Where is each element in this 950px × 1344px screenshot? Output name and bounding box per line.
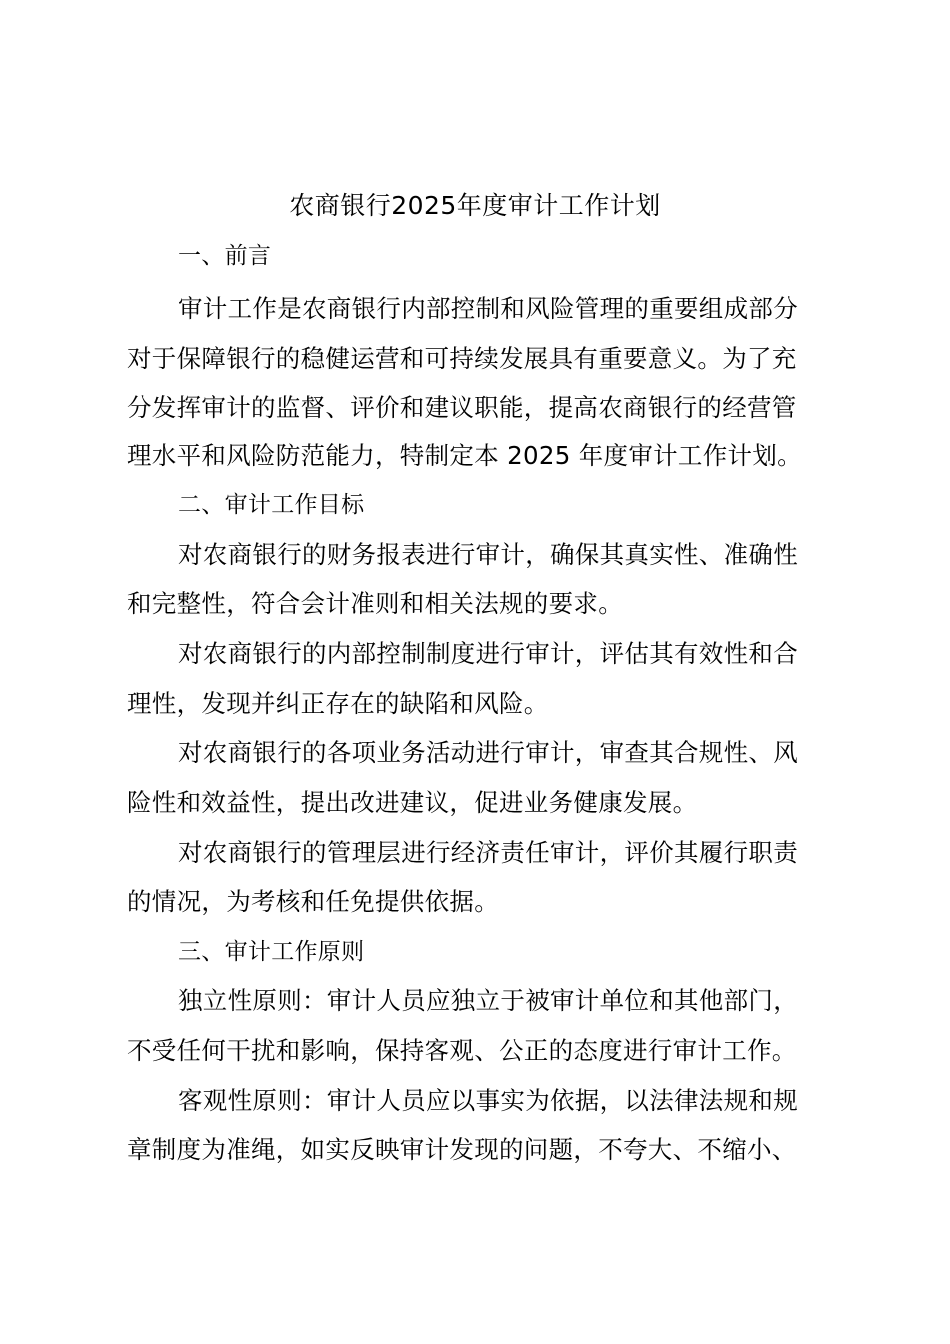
paragraph-line: 客观性原则：审计人员应以事实为依据，以法律法规和规: [178, 1086, 798, 1115]
document-title: 农商银行2025年度审计工作计划: [289, 191, 661, 220]
paragraph-line: 分发挥审计的监督、评价和建议职能，提高农商银行的经营管: [127, 393, 797, 422]
paragraph-line: 章制度为准绳，如实反映审计发现的问题，不夸大、不缩小、: [127, 1135, 797, 1164]
section-heading-objectives: 二、审计工作目标: [178, 492, 365, 518]
paragraph-line: 不受任何干扰和影响，保持客观、公正的态度进行审计工作。: [127, 1036, 797, 1065]
paragraph-line: 对农商银行的各项业务活动进行审计，审查其合规性、风: [178, 738, 798, 767]
section-heading-preface: 一、前言: [178, 243, 272, 269]
paragraph-line: 险性和效益性，提出改进建议，促进业务健康发展。: [127, 788, 698, 817]
paragraph-line: 对农商银行的管理层进行经济责任审计，评价其履行职责: [178, 838, 798, 867]
paragraph-line: 理水平和风险防范能力，特制定本 2025 年度审计工作计划。: [127, 441, 802, 470]
paragraph-line: 独立性原则：审计人员应独立于被审计单位和其他部门，: [178, 986, 798, 1015]
paragraph-line: 和完整性，符合会计准则和相关法规的要求。: [127, 589, 623, 618]
paragraph-line: 的情况，为考核和任免提供依据。: [127, 887, 499, 916]
section-heading-principles: 三、审计工作原则: [178, 939, 365, 965]
paragraph-line: 对于保障银行的稳健运营和可持续发展具有重要意义。为了充: [127, 344, 797, 373]
paragraph-line: 对农商银行的财务报表进行审计，确保其真实性、准确性: [178, 540, 798, 569]
paragraph-line: 理性，发现并纠正存在的缺陷和风险。: [127, 689, 549, 718]
paragraph-line: 审计工作是农商银行内部控制和风险管理的重要组成部分: [178, 294, 798, 323]
paragraph-line: 对农商银行的内部控制制度进行审计，评估其有效性和合: [178, 639, 798, 668]
